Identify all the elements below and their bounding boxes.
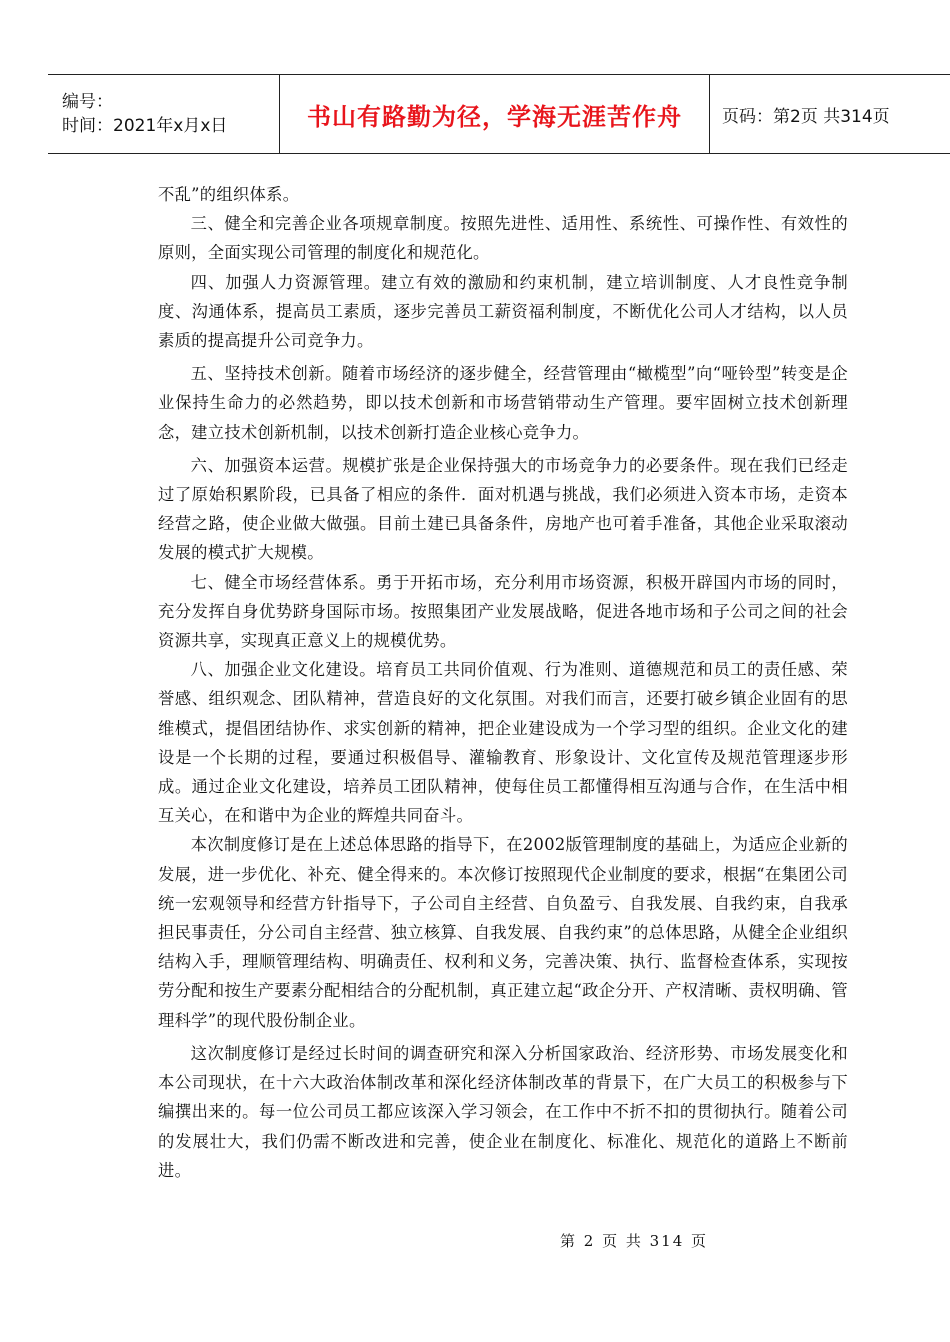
header-motto: 书山有路勤为径，学海无涯苦作舟	[307, 102, 682, 131]
page-header	[48, 74, 950, 154]
paragraph-section-7: 七、健全市场经营体系。勇于开拓市场，充分利用市场资源，积极开辟国内市场的同时，充分发挥自身优势跻身国际市场。按照集团产业发展战略，促进各地市场和子公司之间的社会资源共享，实现真正意义上的规模优势。	[158, 572, 848, 651]
header-meta	[48, 75, 279, 153]
paragraph-section-5: 五、坚持技术创新。随着市场经济的逐步健全，经营管理由“橄榄型”向“哑铃型”转变是企业保持生命力的必然趋势，即以技术创新和市场营销带动生产管理。要牢固树立技术创新理念，建立技术创新机制，以技术创新打造企业核心竞争力。	[158, 364, 848, 442]
paragraph-revision-process: 这次制度修订是经过长时间的调查研究和深入分析国家政治、经济形势、市场发展变化和本公司现状，在十六大政治体制改革和深化经济体制改革的背景下，在广大员工的积极参与下编撰出来的。每一位公司员工都应该深入学习领会，在工作中不折不扣的贯彻执行。随着公司的发展壮大，我们仍需不断改进和完善，使企业在制度化、标准化、规范化的道路上不断前进。	[158, 1043, 848, 1180]
paragraph-continuation: 不乱”的组织体系。	[158, 185, 300, 204]
document-body	[158, 180, 848, 1185]
paragraph-section-4: 四、加强人力资源管理。建立有效的激励和约束机制，建立培训制度、人才良性竞争制度、沟通体系，提高员工素质，逐步完善员工薪资福利制度，不断优化公司人才结构，以人员素质的提高提升公司竞争力。	[158, 272, 848, 351]
header-motto-cell	[279, 75, 710, 153]
header-page-code: 页码：第2页 共314页	[722, 106, 890, 127]
paragraph-section-8: 八、加强企业文化建设。培育员工共同价值观、行为准则、道德规范和员工的责任感、荣誉感、组织观念、团队精神，营造良好的文化氛围。对我们而言，还要打破乡镇企业固有的思维模式，提倡团结协作、求实创新的精神，把企业建设成为一个学习型的组织。企业文化的建设是一个长期的过程，要通过积极倡导、灌输教育、形象设计、文化宣传及规范管理逐步形成。通过企业文化建设，培养员工团队精神，使每住员工都懂得相互沟通与合作，在生活中相互关心，在和谐中为企业的辉煌共同奋斗。	[158, 660, 848, 826]
paragraph-section-6: 六、加强资本运营。规模扩张是企业保持强大的市场竞争力的必要条件。现在我们已经走过了原始积累阶段，已具备了相应的条件．面对机遇与挑战，我们必须进入资本市场，走资本经营之路，使企业做大做强。目前土建已具备条件，房地产也可着手准备，其他企业采取滚动发展的模式扩大规模。	[158, 455, 848, 563]
document-time-label: 时间：2021年x月x日	[62, 116, 228, 136]
paragraph-section-3: 三、健全和完善企业各项规章制度。按照先进性、适用性、系统性、可操作性、有效性的原则，全面实现公司管理的制度化和规范化。	[158, 214, 848, 263]
page-footer-number: 第 2 页 共 314 页	[560, 1232, 709, 1250]
header-page-code-cell	[710, 75, 950, 153]
document-number-label: 编号：	[62, 92, 113, 112]
paragraph-revision-summary: 本次制度修订是在上述总体思路的指导下，在2002版管理制度的基础上，为适应企业新的发展，进一步优化、补充、健全得来的。本次修订按照现代企业制度的要求，根据“在集团公司统一宏观领导和经营方针指导下，子公司自主经营、自负盈亏、自我发展、自我约束，自我承担民事责任，分公司自主经营、独立核算、自我发展、自我约束”的总体思路，从健全企业组织结构入手，理顺管理结构、明确责任、权利和义务，完善决策、执行、监督检查体系，实现按劳分配和按生产要素分配相结合的分配机制，真正建立起“政企分开、产权清晰、责权明确、管理科学”的现代股份制企业。	[158, 835, 848, 1030]
